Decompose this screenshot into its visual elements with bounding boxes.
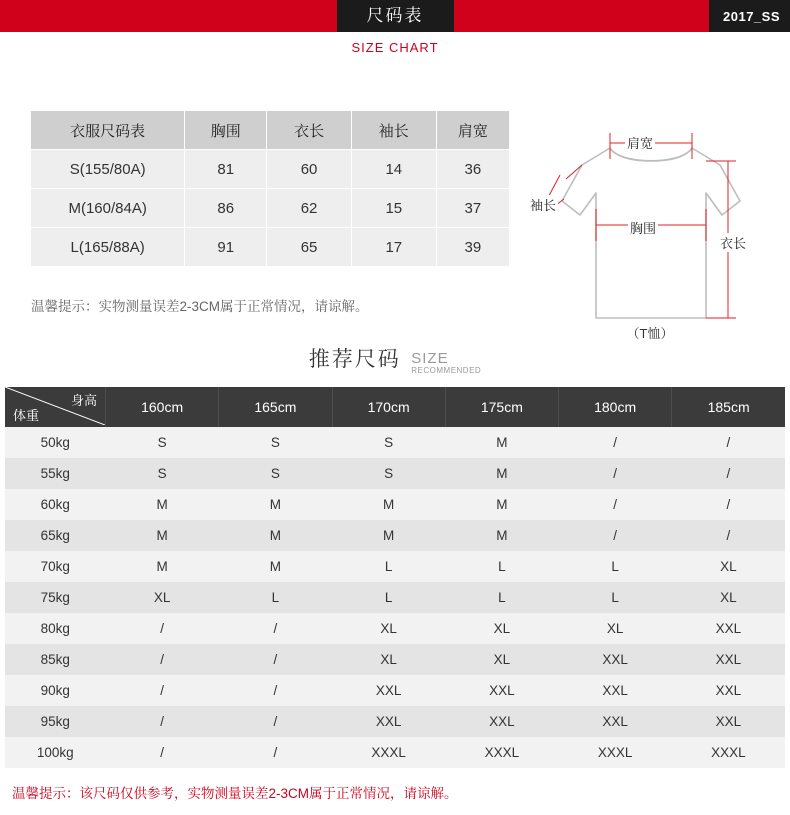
recommend-column-1: 165cm: [219, 387, 332, 427]
recommend-cell-8-0: /: [106, 675, 219, 706]
table-row: [5, 489, 785, 520]
recommend-cell-5-0: XL: [106, 582, 219, 613]
recommend-cell-2-0: M: [106, 489, 219, 520]
recommend-cell-2-2: M: [332, 489, 445, 520]
corner-height-label: 身高: [70, 393, 97, 408]
recommend-cell-7-0: /: [106, 644, 219, 675]
recommend-cell-10-4: XXXL: [559, 737, 672, 768]
recommend-cell-9-0: /: [106, 706, 219, 737]
recommend-cell-3-2: M: [332, 520, 445, 551]
table-row: [5, 551, 785, 582]
recommend-cell-7-5: XXL: [672, 644, 785, 675]
recommend-weight-7: 85kg: [5, 644, 106, 675]
recommend-title-en-small: RECOMMENDED: [411, 366, 482, 376]
recommend-cell-6-1: /: [219, 613, 332, 644]
size-chart-cell-1-2: 62: [267, 189, 352, 228]
size-chart-header-4: 肩宽: [436, 111, 509, 150]
recommend-cell-6-0: /: [106, 613, 219, 644]
table-row: [5, 582, 785, 613]
recommend-cell-3-4: /: [559, 520, 672, 551]
recommend-cell-4-0: M: [106, 551, 219, 582]
size-chart-cell-1-1: 86: [185, 189, 267, 228]
size-chart-cell-2-0: L(165/88A): [31, 228, 185, 267]
recommend-cell-4-4: L: [559, 551, 672, 582]
recommend-cell-1-0: S: [106, 458, 219, 489]
recommend-cell-3-0: M: [106, 520, 219, 551]
recommend-weight-8: 90kg: [5, 675, 106, 706]
recommend-weight-1: 55kg: [5, 458, 106, 489]
recommend-column-3: 175cm: [445, 387, 558, 427]
size-chart-cell-2-2: 65: [267, 228, 352, 267]
size-chart-cell-1-4: 37: [436, 189, 509, 228]
size-chart-header-2: 衣长: [267, 111, 352, 150]
recommend-cell-2-3: M: [445, 489, 558, 520]
size-chart-note: 温馨提示：实物测量误差2-3CM属于正常情况，请谅解。: [31, 299, 369, 314]
recommend-cell-2-5: /: [672, 489, 785, 520]
recommend-size-table: [5, 387, 785, 768]
recommend-cell-0-4: /: [559, 427, 672, 458]
recommend-weight-0: 50kg: [5, 427, 106, 458]
recommend-cell-7-4: XXL: [559, 644, 672, 675]
recommend-cell-9-5: XXL: [672, 706, 785, 737]
size-chart-cell-1-3: 15: [351, 189, 436, 228]
recommend-cell-0-5: /: [672, 427, 785, 458]
recommend-cell-9-3: XXL: [445, 706, 558, 737]
recommend-cell-4-5: XL: [672, 551, 785, 582]
recommend-cell-8-4: XXL: [559, 675, 672, 706]
label-body-length: 衣长: [718, 233, 748, 252]
size-chart-cell-0-3: 14: [351, 150, 436, 189]
recommend-weight-10: 100kg: [5, 737, 106, 768]
season-tag-label: 2017_SS: [723, 8, 780, 24]
size-chart-cell-0-2: 60: [267, 150, 352, 189]
recommend-cell-5-5: XL: [672, 582, 785, 613]
recommend-cell-5-1: L: [219, 582, 332, 613]
table-row: [5, 706, 785, 737]
recommend-cell-6-4: XL: [559, 613, 672, 644]
recommend-cell-10-0: /: [106, 737, 219, 768]
recommend-cell-5-2: L: [332, 582, 445, 613]
recommend-cell-10-5: XXXL: [672, 737, 785, 768]
size-chart-section: [0, 55, 790, 341]
table-header-row: [31, 111, 510, 150]
recommend-cell-1-1: S: [219, 458, 332, 489]
size-chart-header-1: 胸围: [185, 111, 267, 150]
recommend-weight-4: 70kg: [5, 551, 106, 582]
recommend-cell-2-1: M: [219, 489, 332, 520]
season-tag: [709, 0, 790, 32]
label-shoulder-width: 肩宽: [625, 133, 655, 152]
size-chart-cell-0-0: S(155/80A): [31, 150, 185, 189]
recommend-cell-4-3: L: [445, 551, 558, 582]
corner-weight-label: 体重: [13, 408, 40, 423]
banner-title: 尺码表: [337, 0, 454, 32]
recommend-cell-0-3: M: [445, 427, 558, 458]
label-chest-width: 胸围: [628, 218, 658, 237]
size-chart-cell-2-3: 17: [351, 228, 436, 267]
recommend-cell-8-3: XXL: [445, 675, 558, 706]
recommend-cell-4-1: M: [219, 551, 332, 582]
recommend-cell-2-4: /: [559, 489, 672, 520]
recommend-cell-7-1: /: [219, 644, 332, 675]
recommend-cell-8-1: /: [219, 675, 332, 706]
size-chart-cell-0-4: 36: [436, 150, 509, 189]
table-row: [5, 737, 785, 768]
recommend-cell-3-1: M: [219, 520, 332, 551]
diagram-caption: （T恤）: [626, 326, 674, 341]
table-row: [31, 150, 510, 189]
recommend-cell-8-2: XXL: [332, 675, 445, 706]
recommend-cell-8-5: XXL: [672, 675, 785, 706]
recommend-cell-1-2: S: [332, 458, 445, 489]
recommend-column-2: 170cm: [332, 387, 445, 427]
recommend-cell-6-3: XL: [445, 613, 558, 644]
table-row: [5, 458, 785, 489]
recommend-cell-0-2: S: [332, 427, 445, 458]
size-chart-table: [30, 110, 510, 267]
recommend-title-en-big: SIZE: [411, 350, 449, 368]
label-sleeve-length: 袖长: [528, 195, 558, 214]
banner-subtitle: SIZE CHART: [351, 40, 439, 55]
recommend-cell-7-2: XL: [332, 644, 445, 675]
size-chart-cell-1-0: M(160/84A): [31, 189, 185, 228]
recommend-cell-7-3: XL: [445, 644, 558, 675]
recommend-column-0: 160cm: [106, 387, 219, 427]
recommend-cell-10-2: XXXL: [332, 737, 445, 768]
recommend-cell-1-5: /: [672, 458, 785, 489]
recommend-cell-9-4: XXL: [559, 706, 672, 737]
size-chart-cell-2-1: 91: [185, 228, 267, 267]
recommend-cell-10-1: /: [219, 737, 332, 768]
recommend-cell-6-2: XL: [332, 613, 445, 644]
recommend-cell-5-3: L: [445, 582, 558, 613]
recommend-column-5: 185cm: [672, 387, 785, 427]
recommend-cell-9-2: XXL: [332, 706, 445, 737]
recommend-cell-4-2: L: [332, 551, 445, 582]
table-row: [5, 613, 785, 644]
recommend-heading: [0, 343, 790, 379]
corner-header-cell: [5, 387, 106, 427]
recommend-weight-5: 75kg: [5, 582, 106, 613]
recommend-note: 温馨提示：该尺码仅供参考，实物测量误差2-3CM属于正常情况，请谅解。: [12, 786, 458, 801]
recommend-weight-3: 65kg: [5, 520, 106, 551]
table-row: [5, 644, 785, 675]
recommend-weight-9: 95kg: [5, 706, 106, 737]
recommend-cell-1-4: /: [559, 458, 672, 489]
recommend-header-row: [5, 387, 785, 427]
recommend-title-en: [411, 351, 481, 376]
recommend-cell-1-3: M: [445, 458, 558, 489]
recommend-column-4: 180cm: [559, 387, 672, 427]
table-row: [31, 189, 510, 228]
top-banner: [0, 0, 790, 32]
recommend-weight-6: 80kg: [5, 613, 106, 644]
size-chart-cell-2-4: 39: [436, 228, 509, 267]
recommend-cell-10-3: XXXL: [445, 737, 558, 768]
recommend-cell-0-1: S: [219, 427, 332, 458]
recommend-cell-9-1: /: [219, 706, 332, 737]
recommend-cell-3-5: /: [672, 520, 785, 551]
table-row: [5, 427, 785, 458]
recommend-weight-2: 60kg: [5, 489, 106, 520]
recommend-title-cn: 推荐尺码: [308, 348, 401, 371]
table-row: [5, 520, 785, 551]
table-row: [5, 675, 785, 706]
table-row: [31, 228, 510, 267]
recommend-cell-3-3: M: [445, 520, 558, 551]
size-chart-header-0: 衣服尺码表: [31, 111, 185, 150]
recommend-cell-6-5: XXL: [672, 613, 785, 644]
recommend-cell-5-4: L: [559, 582, 672, 613]
size-chart-cell-0-1: 81: [185, 150, 267, 189]
recommend-cell-0-0: S: [106, 427, 219, 458]
size-chart-header-3: 袖长: [351, 111, 436, 150]
